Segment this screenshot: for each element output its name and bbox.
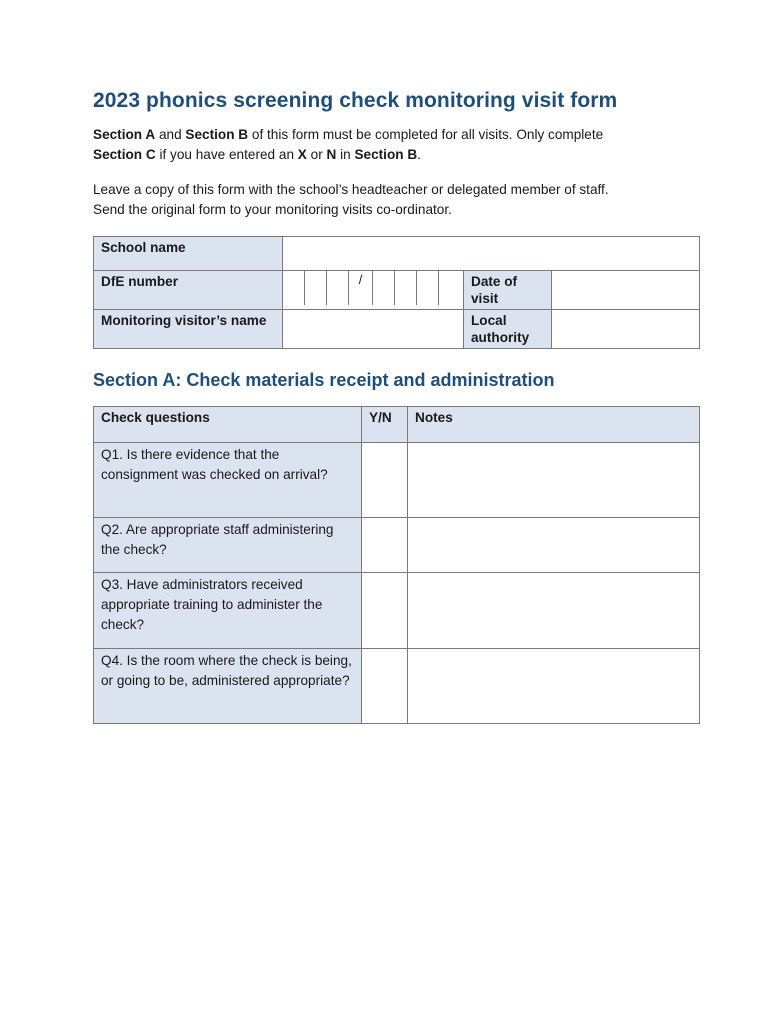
school-name-label: School name (94, 237, 283, 271)
date-of-visit-field[interactable] (552, 271, 700, 310)
yn-field-q3[interactable] (362, 573, 408, 649)
intro-line: Send the original form to your monitoring visits co-ordinator. (93, 202, 452, 217)
yn-field-q4[interactable] (362, 649, 408, 724)
dfe-digit-box[interactable] (283, 271, 305, 305)
dfe-digit-box[interactable] (417, 271, 439, 305)
intro-text: if you have entered an (155, 147, 298, 162)
form-page (93, 86, 699, 688)
question-q1: Q1. Is there evidence that the consignment was checked on arrival? (94, 443, 362, 518)
dfe-digit-box[interactable] (305, 271, 327, 305)
table-row (94, 518, 700, 573)
dfe-digit-box[interactable] (395, 271, 417, 305)
intro-text: and (155, 127, 186, 142)
intro-paragraph-sections (93, 125, 699, 165)
section-c-ref: Section C (93, 147, 156, 162)
column-header-notes: Notes (408, 407, 700, 443)
yn-field-q2[interactable] (362, 518, 408, 573)
notes-field-q4[interactable] (408, 649, 700, 724)
intro-text: of this form must be completed for all visits. Only complete (248, 127, 604, 142)
notes-field-q2[interactable] (408, 518, 700, 573)
dfe-number-field[interactable] (283, 271, 464, 310)
section-b-ref-2: Section B (354, 147, 418, 162)
dfe-number-label: DfE number (94, 271, 283, 310)
dfe-number-boxes (283, 271, 463, 305)
x-ref: X (297, 147, 307, 162)
yn-field-q1[interactable] (362, 443, 408, 518)
page-title: 2023 phonics screening check monitoring visit form (93, 89, 618, 112)
question-q3: Q3. Have administrators received appropriate training to administer the check? (94, 573, 362, 649)
intro-line: Leave a copy of this form with the school’s headteacher or delegated member of staff. (93, 182, 609, 197)
table-row (94, 573, 700, 649)
school-name-field[interactable] (283, 237, 700, 271)
check-questions-table (93, 406, 700, 724)
intro-text: . (417, 147, 421, 162)
question-q2: Q2. Are appropriate staff administering the check? (94, 518, 362, 573)
intro-paragraph-copy (93, 180, 699, 220)
notes-field-q1[interactable] (408, 443, 700, 518)
column-header-questions: Check questions (94, 407, 362, 443)
table-row (94, 649, 700, 724)
dfe-digit-box[interactable] (327, 271, 349, 305)
monitoring-visitor-field[interactable] (283, 310, 464, 349)
dfe-separator: / (349, 271, 374, 305)
local-authority-label: Local authority (464, 310, 552, 349)
section-a-ref: Section A (93, 127, 156, 142)
visit-details-table (93, 236, 700, 349)
dfe-digit-box[interactable] (439, 271, 463, 305)
date-of-visit-label: Date of visit (464, 271, 552, 310)
intro-text: in (336, 147, 355, 162)
dfe-digit-box[interactable] (373, 271, 395, 305)
column-header-yn: Y/N (362, 407, 408, 443)
section-b-ref: Section B (185, 127, 249, 142)
monitoring-visitor-label: Monitoring visitor’s name (94, 310, 283, 349)
table-row (94, 443, 700, 518)
notes-field-q3[interactable] (408, 573, 700, 649)
n-ref: N (326, 147, 337, 162)
section-a-heading: Section A: Check materials receipt and administration (93, 370, 555, 390)
question-q4: Q4. Is the room where the check is being, or going to be, administered appropriate? (94, 649, 362, 724)
intro-text: or (306, 147, 327, 162)
local-authority-field[interactable] (552, 310, 700, 349)
